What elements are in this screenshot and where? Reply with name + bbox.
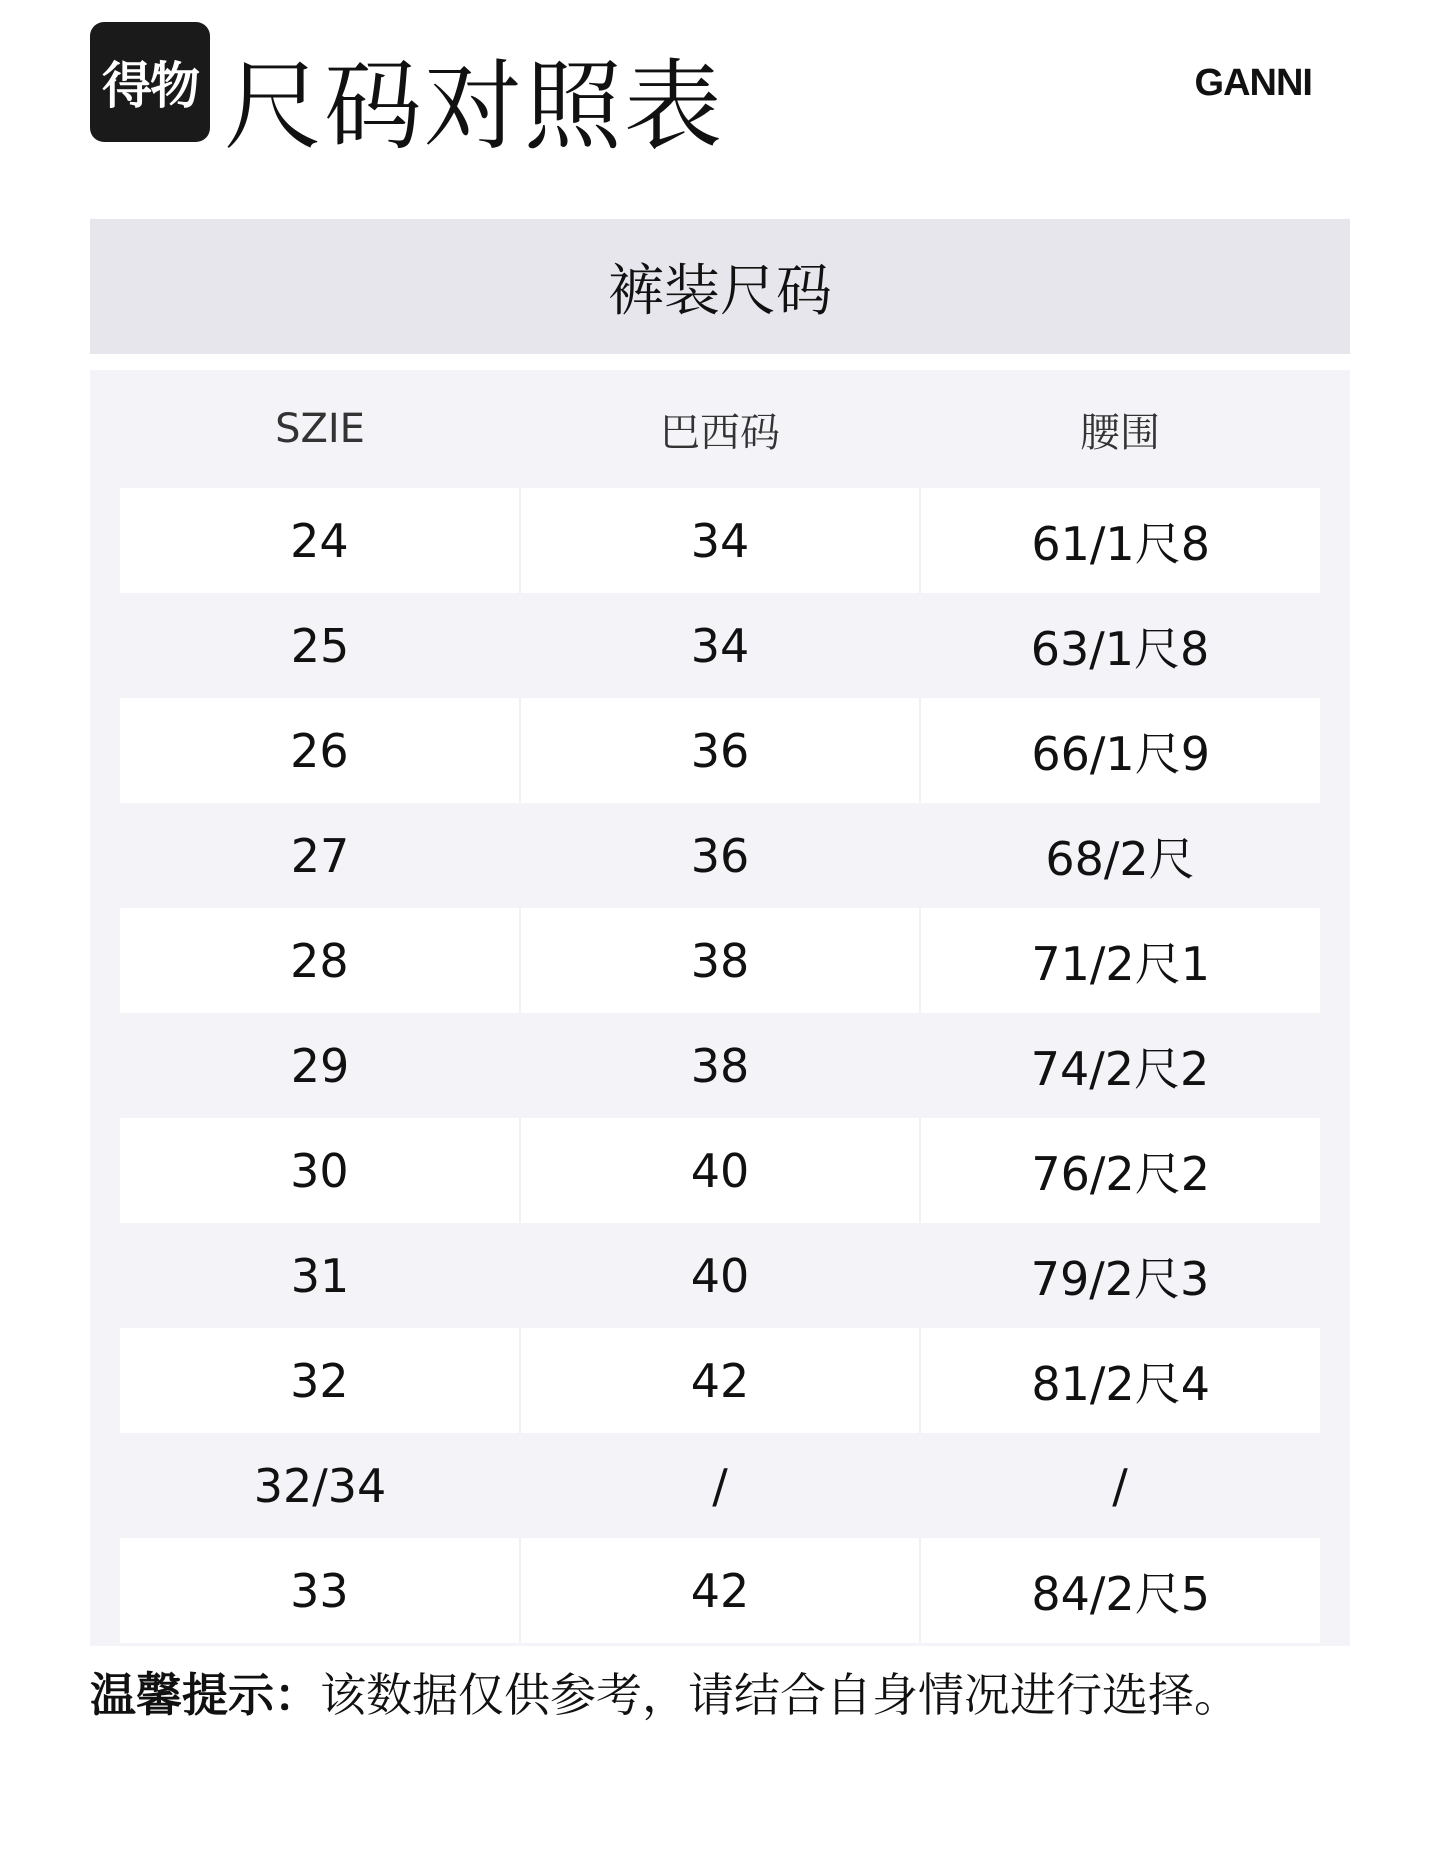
tip-text: 该数据仅供参考，请结合自身情况进行选择。 (320, 1668, 1240, 1722)
cell-size: 30 (120, 1118, 519, 1223)
cell-waist: 74/2尺2 (1030, 1041, 1210, 1096)
column-header-waist: 腰围 (1080, 409, 1160, 456)
column-header-brazil-size: 巴西码 (660, 409, 780, 456)
table-row (120, 908, 1320, 1013)
table-row (120, 593, 1320, 698)
cell-waist: 66/1尺9 (919, 698, 1320, 803)
cell-waist: 81/2尺4 (919, 1328, 1320, 1433)
cell-brazil-size: 38 (519, 908, 920, 1013)
column-header-size: SZIE (275, 406, 365, 452)
logo-text: 得物 (102, 57, 198, 115)
tip-label: 温馨提示： (90, 1668, 320, 1722)
table-row (120, 803, 1320, 908)
cell-size: 27 (290, 828, 350, 883)
cell-waist: 68/2尺 (1045, 831, 1195, 886)
cell-waist: 71/2尺1 (919, 908, 1320, 1013)
cell-brazil-size: 36 (690, 828, 750, 883)
cell-brazil-size: 42 (519, 1538, 920, 1643)
cell-size: 33 (120, 1538, 519, 1643)
page-title: 尺码对照表 (224, 50, 725, 164)
cell-size: 32 (120, 1328, 519, 1433)
cell-size: 28 (120, 908, 519, 1013)
cell-waist: / (1112, 1458, 1128, 1513)
cell-waist: 84/2尺5 (919, 1538, 1320, 1643)
cell-size: 25 (290, 618, 350, 673)
cell-brazil-size: 38 (690, 1038, 750, 1093)
size-table (90, 370, 1350, 1646)
table-row (120, 1223, 1320, 1328)
table-row (120, 1538, 1320, 1643)
header (0, 0, 1440, 200)
cell-brazil-size: / (712, 1458, 728, 1513)
section-title: 裤装尺码 (608, 258, 832, 324)
table-row (120, 1328, 1320, 1433)
cell-waist: 61/1尺8 (919, 488, 1320, 593)
cell-size: 26 (120, 698, 519, 803)
table-body (120, 488, 1320, 1643)
cell-size: 29 (290, 1038, 350, 1093)
cell-brazil-size: 34 (690, 618, 750, 673)
cell-brazil-size: 40 (690, 1248, 750, 1303)
cell-brazil-size: 36 (519, 698, 920, 803)
cell-waist: 76/2尺2 (919, 1118, 1320, 1223)
cell-brazil-size: 34 (519, 488, 920, 593)
cell-brazil-size: 42 (519, 1328, 920, 1433)
cell-brazil-size: 40 (519, 1118, 920, 1223)
cell-size: 24 (120, 488, 519, 593)
section-header (90, 219, 1350, 354)
cell-size: 32/34 (253, 1458, 387, 1513)
tip-note (90, 1660, 1390, 1730)
cell-waist: 79/2尺3 (1030, 1251, 1210, 1306)
table-row (120, 488, 1320, 593)
table-row (120, 1118, 1320, 1223)
brand-name: GANNI (1194, 62, 1312, 104)
table-row (120, 1013, 1320, 1118)
cell-waist: 63/1尺8 (1030, 621, 1210, 676)
cell-size: 31 (290, 1248, 350, 1303)
dewu-logo (90, 22, 210, 142)
table-row (120, 698, 1320, 803)
table-row (120, 1433, 1320, 1538)
